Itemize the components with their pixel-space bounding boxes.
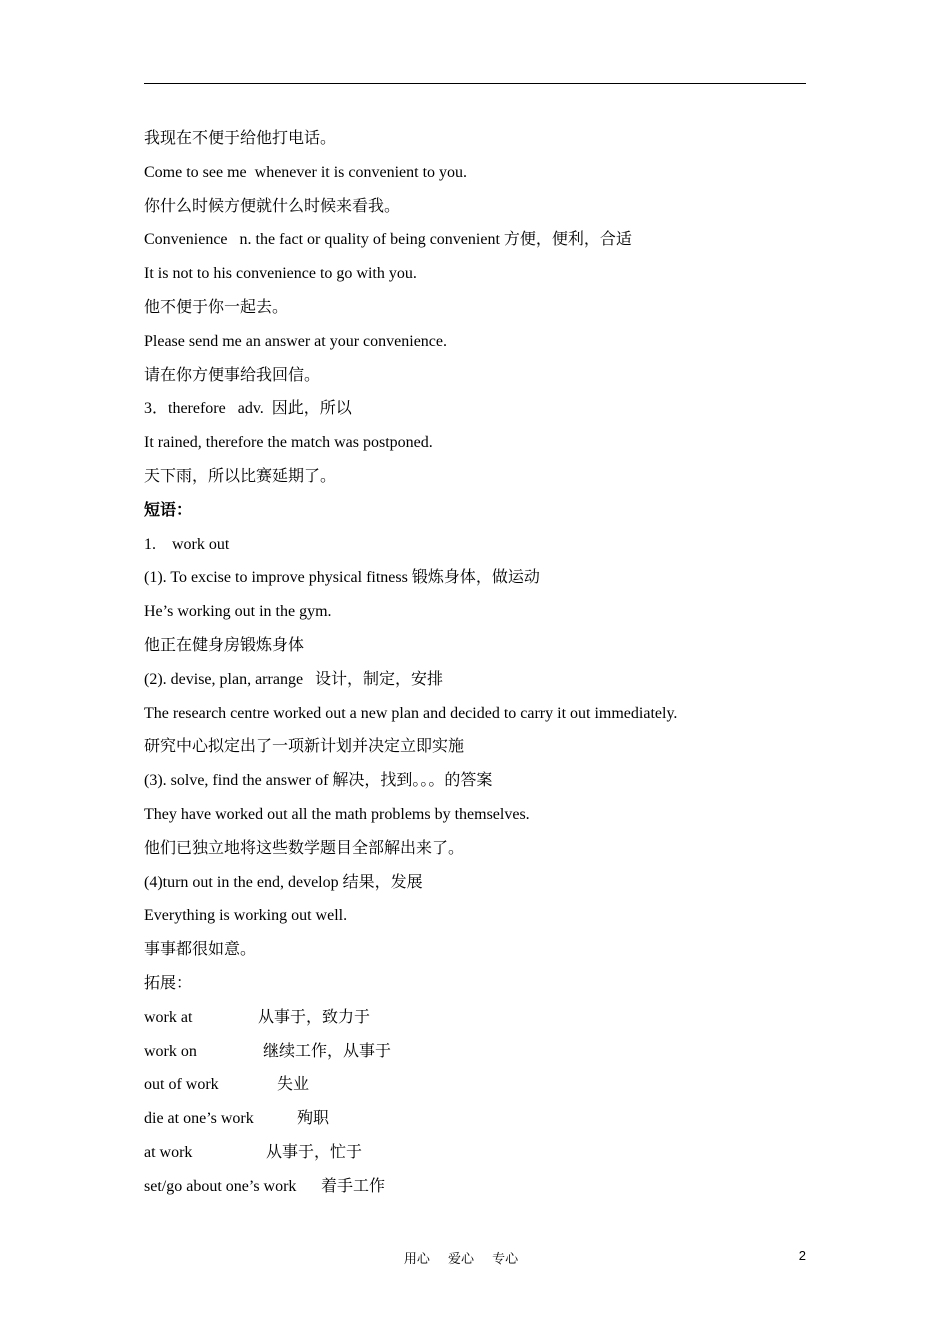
text-line: (2). devise, plan, arrange 设计，制定，安排 [144, 670, 444, 688]
extension-item [144, 1170, 824, 1204]
extension-meaning: 着手工作 [321, 1177, 386, 1195]
text-line: They have worked out all the math problems by themselves. [144, 805, 530, 823]
page-content [144, 122, 824, 1204]
text-line: 你什么时候方便就什么时候来看我。 [144, 197, 401, 215]
extension-term: set/go about one’s work [144, 1177, 297, 1195]
text-line: It is not to his convenience to go with you. [144, 265, 417, 283]
extension-meaning: 从事于，致力于 [258, 1008, 371, 1026]
text-line: Everything is working out well. [144, 907, 348, 925]
section-heading: 短语： [144, 501, 193, 519]
header-rule [144, 83, 806, 84]
text-line: (4)turn out in the end, develop 结果，发展 [144, 873, 423, 891]
extension-term: work at [144, 1008, 193, 1026]
text-line: 事事都很如意。 [144, 941, 257, 959]
text-line: (1). To excise to improve physical fitness 锻炼身体，做运动 [144, 569, 540, 587]
text-line: He’s working out in the gym. [144, 603, 332, 621]
extension-item [144, 1001, 824, 1035]
page-number: 2 [798, 1248, 806, 1263]
extension-item [144, 1102, 824, 1136]
text-line: 我现在不便于给他打电话。 [144, 130, 337, 147]
text-line: 请在你方便事给我回信。 [144, 366, 321, 384]
text-line: Come to see me whenever it is convenient to you. [144, 163, 468, 181]
text-line: Convenience n. the fact or quality of being convenient 方便，便利，合适 [144, 231, 632, 249]
text-line: (3). solve, find the answer of 解决，找到。。。的答案 [144, 772, 493, 790]
text-line: 他不便于你一起去。 [144, 298, 289, 316]
text-line: Please send me an answer at your convenience. [144, 332, 447, 350]
extension-meaning: 继续工作，从事于 [263, 1042, 392, 1060]
extension-meaning: 失业 [277, 1076, 310, 1094]
text-line: 研究中心拟定出了一项新计划并决定立即实施 [144, 738, 465, 756]
text-line: It rained, therefore the match was postponed. [144, 434, 433, 452]
extension-term: at work [144, 1143, 193, 1161]
text-line: 他们已独立地将这些数学题目全部解出来了。 [144, 839, 465, 857]
extension-item [144, 1035, 824, 1069]
footer-text: 用心 爱心 专心 [403, 1252, 519, 1267]
text-line: 拓展： [144, 974, 193, 992]
extension-meaning: 殉职 [297, 1110, 330, 1128]
text-line: 3．therefore adv. 因此，所以 [144, 400, 352, 418]
extension-item [144, 1068, 824, 1102]
extension-item [144, 1136, 824, 1170]
extension-term: work on [144, 1042, 197, 1060]
text-line: 天下雨，所以比赛延期了。 [144, 467, 337, 485]
extension-meaning: 从事于，忙于 [266, 1143, 363, 1161]
text-line: The research centre worked out a new plan and decided to carry it out immediately. [144, 704, 678, 722]
text-line: 1. work out [144, 535, 230, 553]
extension-term: die at one’s work [144, 1110, 254, 1128]
extension-term: out of work [144, 1076, 219, 1094]
text-line: 他正在健身房锻炼身体 [144, 636, 305, 654]
